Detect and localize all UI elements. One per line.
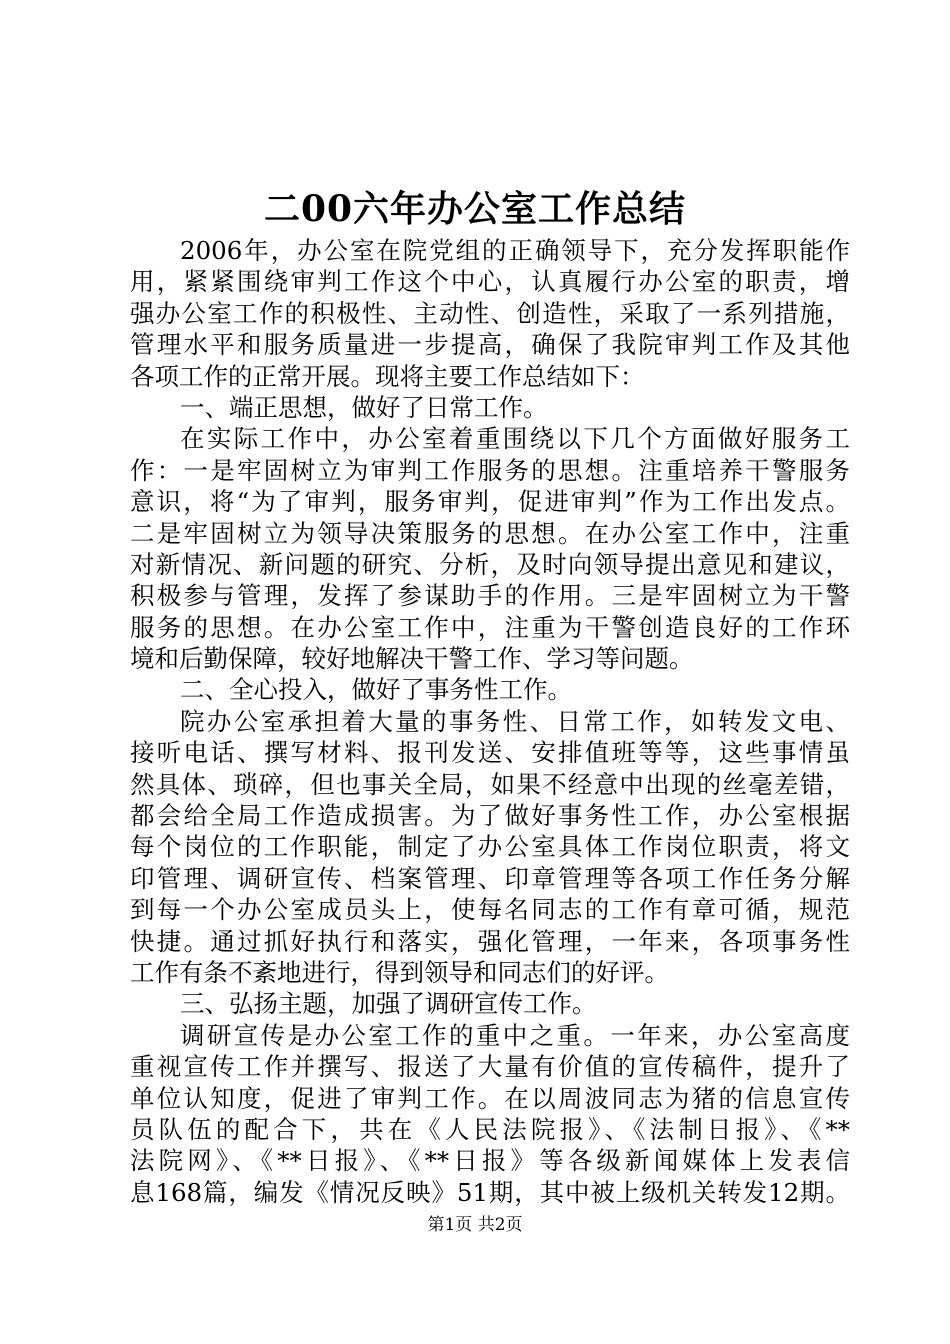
page-footer: 第1页 共2页 — [427, 1215, 523, 1235]
text-line: 用，紧紧围绕审判工作这个中心，认真履行办公室的职责，增 — [130, 267, 850, 297]
text-line: 强办公室工作的积极性、主动性、创造性，采取了一系列措施， — [130, 298, 850, 328]
text-line: 快捷。通过抓好执行和落实，强化管理，一年来，各项事务性 — [130, 926, 850, 956]
text-line: 积极参与管理，发挥了参谋助手的作用。三是牢固树立为干警 — [130, 581, 850, 611]
text-line: 意识，将“为了审判，服务审判，促进审判”作为工作出发点。 — [130, 487, 850, 517]
text-line: 息168篇，编发《情况反映》51期，其中被上级机关转发12期。 — [130, 1177, 850, 1207]
text-line: 作：一是牢固树立为审判工作服务的思想。注重培养干警服务 — [130, 455, 850, 485]
document-body — [130, 235, 850, 1208]
text-line: 对新情况、新问题的研究、分析，及时向领导提出意见和建议， — [130, 549, 850, 579]
text-line: 院办公室承担着大量的事务性、日常工作，如转发文电、 — [180, 706, 850, 736]
text-line: 二、全心投入，做好了事务性工作。 — [180, 675, 572, 705]
text-line: 单位认知度，促进了审判工作。在以周波同志为猪的信息宣传 — [130, 1083, 850, 1113]
text-line: 2006年，办公室在院党组的正确领导下，充分发挥职能作 — [180, 236, 850, 265]
text-line: 在实际工作中，办公室着重围绕以下几个方面做好服务工 — [180, 424, 850, 454]
text-line: 工作有条不紊地进行，得到领导和同志们的好评。 — [130, 957, 669, 987]
text-line: 重视宣传工作并撰写、报送了大量有价值的宣传稿件，提升了 — [130, 1052, 850, 1082]
text-line: 二是牢固树立为领导决策服务的思想。在办公室工作中，注重 — [130, 518, 850, 548]
text-line: 各项工作的正常开展。现将主要工作总结如下： — [130, 361, 645, 391]
text-line: 都会给全局工作造成损害。为了做好事务性工作，办公室根据 — [130, 801, 850, 831]
text-line: 管理水平和服务质量进一步提高，确保了我院审判工作及其他 — [130, 330, 850, 360]
text-line: 服务的思想。在办公室工作中，注重为干警创造良好的工作环 — [130, 612, 850, 642]
text-line: 法院网》、《**日报》、《**日报》等各级新闻媒体上发表信 — [130, 1146, 850, 1176]
text-line: 员队伍的配合下，共在《人民法院报》、《法制日报》、《** — [130, 1114, 850, 1144]
text-line: 印管理、调研宣传、档案管理、印章管理等各项工作任务分解 — [130, 863, 850, 893]
text-line: 一、端正思想，做好了日常工作。 — [180, 392, 548, 422]
text-line: 然具体、琐碎，但也事关全局，如果不经意中出现的丝毫差错， — [130, 769, 850, 799]
text-line: 接听电话、撰写材料、报刊发送、安排值班等等，这些事情虽 — [130, 738, 850, 768]
text-line: 调研宣传是办公室工作的重中之重。一年来，办公室高度 — [180, 1020, 850, 1050]
text-line: 三、弘扬主题，加强了调研宣传工作。 — [180, 989, 597, 1019]
text-line: 境和后勤保障，较好地解决干警工作、学习等问题。 — [130, 644, 694, 674]
text-line: 到每一个办公室成员头上，使每名同志的工作有章可循，规范 — [130, 895, 850, 925]
document-title: 二00六年办公室工作总结 — [263, 188, 687, 230]
text-line: 每个岗位的工作职能，制定了办公室具体工作岗位职责，将文 — [130, 832, 850, 862]
